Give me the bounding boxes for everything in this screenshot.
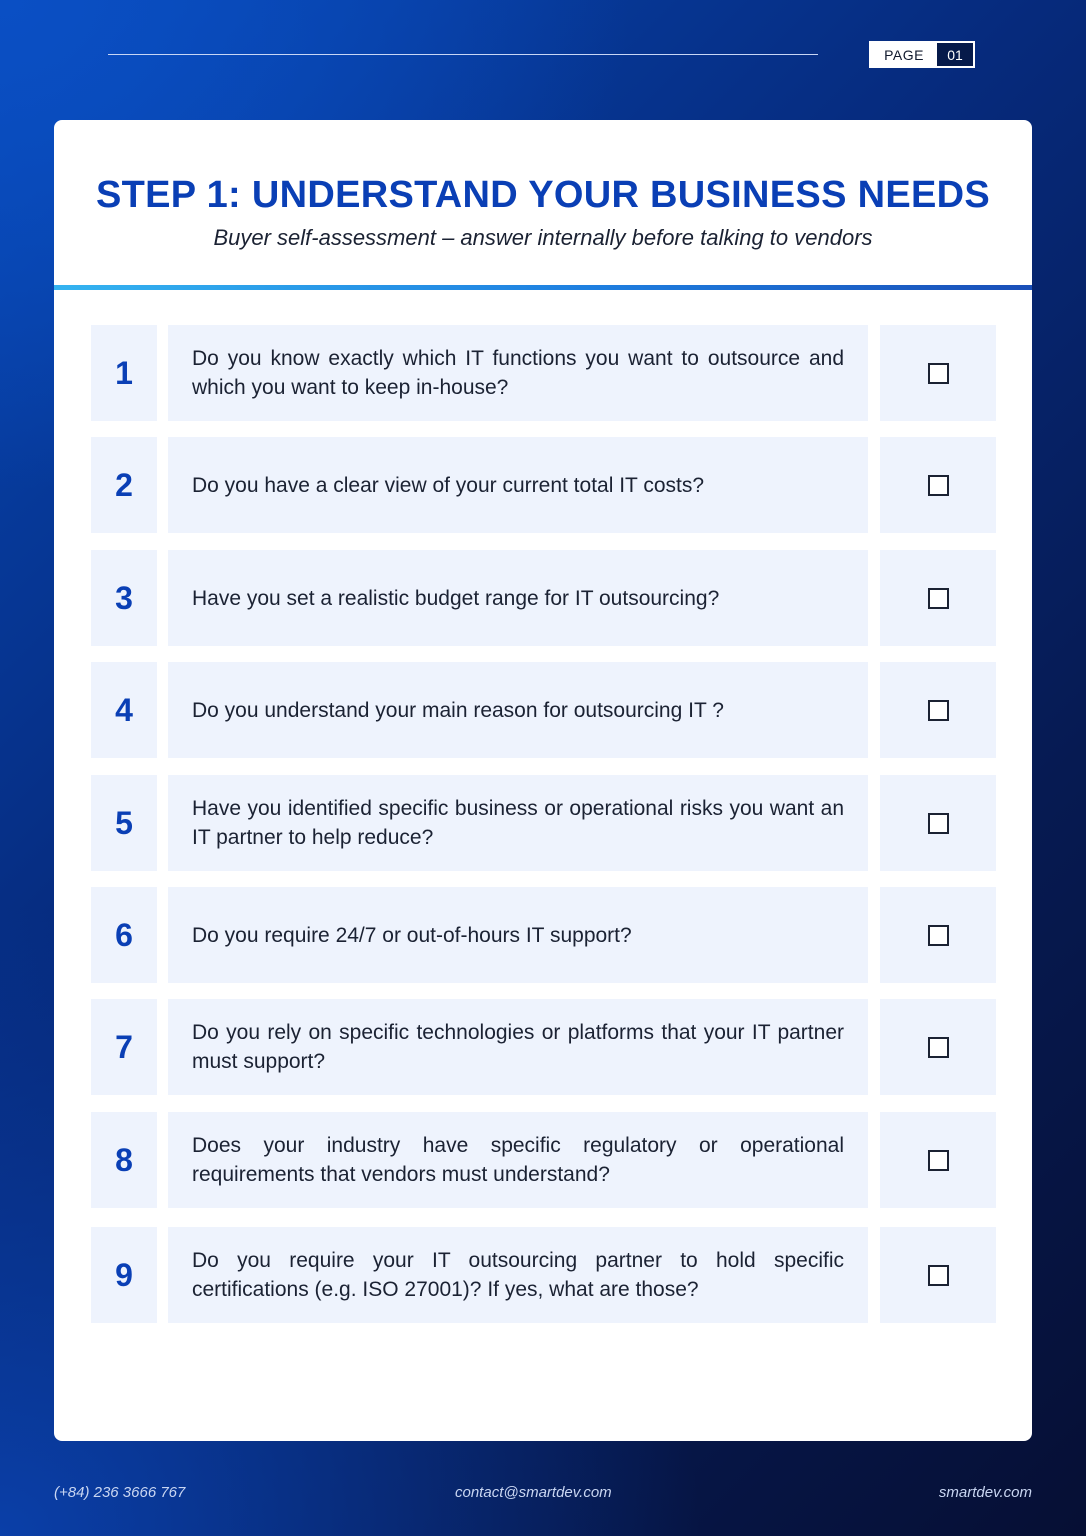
checkbox-cell xyxy=(880,550,996,646)
question-text: Does your industry have specific regulatory or operational requirements that vendors must understand? xyxy=(192,1134,844,1186)
question-text: Do you know exactly which IT functions you want to outsource and which you want to keep in-house? xyxy=(192,347,844,399)
question-cell xyxy=(168,1227,868,1323)
question-row-8 xyxy=(91,1112,996,1208)
question-row-2 xyxy=(91,437,996,533)
question-text: Do you require your IT outsourcing partner to hold specific certifications (e.g. ISO 27001)? If yes, what are those? xyxy=(192,1249,844,1301)
question-number: 4 xyxy=(91,662,157,758)
question-row-4 xyxy=(91,662,996,758)
checkbox[interactable] xyxy=(928,1265,949,1286)
checkbox-cell xyxy=(880,662,996,758)
question-text: Do you require 24/7 or out-of-hours IT support? xyxy=(192,923,632,947)
question-cell xyxy=(168,1112,868,1208)
question-number: 1 xyxy=(91,325,157,421)
checkbox-cell xyxy=(880,1112,996,1208)
checkbox[interactable] xyxy=(928,475,949,496)
question-row-9 xyxy=(91,1227,996,1323)
question-row-7 xyxy=(91,999,996,1095)
question-cell xyxy=(168,437,868,533)
question-row-1 xyxy=(91,325,996,421)
header-rule xyxy=(108,54,818,55)
checkbox[interactable] xyxy=(928,588,949,609)
checkbox[interactable] xyxy=(928,700,949,721)
question-cell xyxy=(168,999,868,1095)
question-row-6 xyxy=(91,887,996,983)
question-number: 6 xyxy=(91,887,157,983)
question-text: Do you understand your main reason for outsourcing IT ? xyxy=(192,698,724,722)
question-number: 7 xyxy=(91,999,157,1095)
checkbox-cell xyxy=(880,325,996,421)
footer-email[interactable]: contact@smartdev.com xyxy=(455,1484,612,1501)
page-title: STEP 1: UNDERSTAND YOUR BUSINESS NEEDS xyxy=(95,174,990,216)
page-number: 01 xyxy=(937,43,973,66)
title-divider xyxy=(54,285,1032,290)
checkbox[interactable] xyxy=(928,813,949,834)
question-text: Have you set a realistic budget range for IT outsourcing? xyxy=(192,586,720,610)
checkbox[interactable] xyxy=(928,1150,949,1171)
question-cell xyxy=(168,662,868,758)
question-text: Have you identified specific business or operational risks you want an IT partner to help reduce? xyxy=(192,797,844,849)
question-number: 8 xyxy=(91,1112,157,1208)
question-cell xyxy=(168,550,868,646)
footer-website[interactable]: smartdev.com xyxy=(938,1484,1032,1501)
footer-phone: (+84) 236 3666 767 xyxy=(54,1484,186,1501)
question-cell xyxy=(168,775,868,871)
question-text: Do you have a clear view of your current total IT costs? xyxy=(192,473,705,497)
question-text: Do you rely on specific technologies or platforms that your IT partner must support? xyxy=(192,1021,844,1073)
checkbox[interactable] xyxy=(928,363,949,384)
question-cell xyxy=(168,887,868,983)
question-row-5 xyxy=(91,775,996,871)
question-number: 2 xyxy=(91,437,157,533)
question-cell xyxy=(168,325,868,421)
checkbox-cell xyxy=(880,437,996,533)
checkbox-cell xyxy=(880,999,996,1095)
checkbox[interactable] xyxy=(928,1037,949,1058)
question-number: 5 xyxy=(91,775,157,871)
page-indicator xyxy=(869,41,975,68)
page-subtitle: Buyer self-assessment – answer internally before talking to vendors xyxy=(213,225,873,250)
checkbox[interactable] xyxy=(928,925,949,946)
checkbox-cell xyxy=(880,887,996,983)
checkbox-cell xyxy=(880,1227,996,1323)
page-label: PAGE xyxy=(871,43,937,66)
question-number: 3 xyxy=(91,550,157,646)
checkbox-cell xyxy=(880,775,996,871)
question-row-3 xyxy=(91,550,996,646)
question-number: 9 xyxy=(91,1227,157,1323)
checklist-card xyxy=(54,120,1032,1441)
